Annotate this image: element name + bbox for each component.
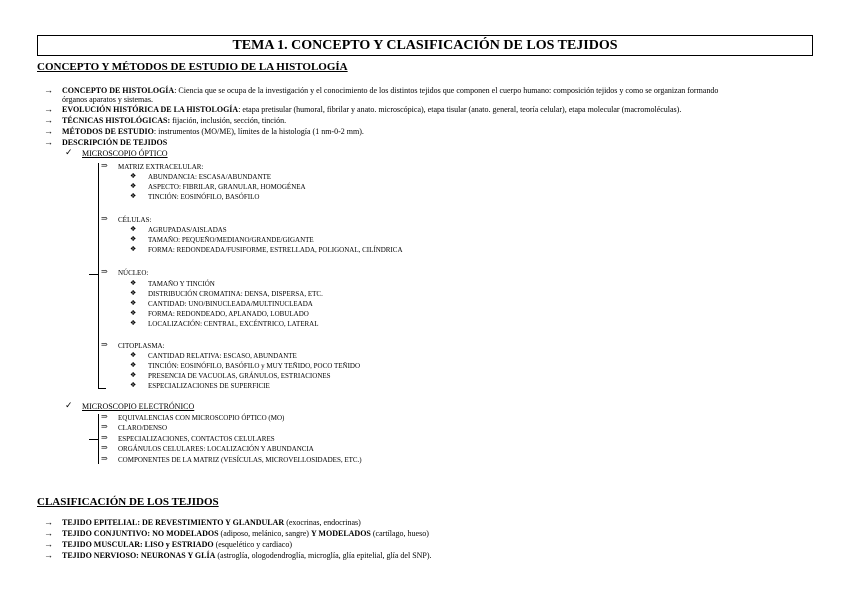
arrow-icon: → <box>44 528 53 538</box>
section-heading-concepto: CONCEPTO Y MÉTODOS DE ESTUDIO DE LA HISTOLOGÍA <box>37 61 348 73</box>
dbl-arrow-icon: ⇒ <box>101 433 108 442</box>
group-item: TAMAÑO: PEQUEÑO/MEDIANO/GRANDE/GIGANTE <box>148 236 314 244</box>
list-item-text <box>62 127 364 136</box>
arrow-icon: → <box>44 517 53 527</box>
section-heading-clasificacion: CLASIFICACIÓN DE LOS TEJIDOS <box>37 496 219 508</box>
dbl-arrow-icon: ⇒ <box>101 422 108 431</box>
list-item-text <box>62 86 718 95</box>
tissue-item <box>62 551 432 560</box>
diamond-icon: ❖ <box>130 172 137 180</box>
me-item: COMPONENTES DE LA MATRIZ (VESÍCULAS, MICROVELLOSIDADES, ETC.) <box>118 456 362 464</box>
dbl-arrow-icon: ⇒ <box>101 412 108 421</box>
group-item: AGRUPADAS/AISLADAS <box>148 226 227 234</box>
tissue-label-2: Y MODELADOS <box>310 529 371 538</box>
group-item: ASPECTO: FIBRILAR, GRANULAR, HOMOGÉNEA <box>148 183 306 191</box>
tissue-text: (esquelético y cardiaco) <box>213 540 292 549</box>
group-item: TINCIÓN: EOSINÓFILO, BASÓFILO y MUY TEÑIDO, POCO TEÑIDO <box>148 362 361 370</box>
diamond-icon: ❖ <box>130 319 137 327</box>
group-item: FORMA: REDONDEADO, APLANADO, LOBULADO <box>148 310 309 318</box>
me-label: MICROSCOPIO ELECTRÓNICO <box>82 402 195 411</box>
item-text: : instrumentos (MO/ME), límites de la histología (1 nm-0-2 mm). <box>153 127 364 136</box>
dbl-arrow-icon: ⇒ <box>101 454 108 463</box>
dbl-arrow-icon: ⇒ <box>101 161 108 170</box>
tissue-item <box>62 529 429 538</box>
check-icon: ✓ <box>65 400 73 410</box>
diamond-icon: ❖ <box>130 235 137 243</box>
tissue-text: (adiposo, melánico, sangre) <box>218 529 311 538</box>
group-title: CITOPLASMA: <box>118 342 165 350</box>
dbl-arrow-icon: ⇒ <box>101 443 108 452</box>
dbl-arrow-icon: ⇒ <box>101 214 108 223</box>
page-title: TEMA 1. CONCEPTO Y CLASIFICACIÓN DE LOS TEJIDOS <box>232 38 618 53</box>
diamond-icon: ❖ <box>130 299 137 307</box>
dbl-arrow-icon: ⇒ <box>101 267 108 276</box>
list-item-text <box>62 138 167 147</box>
diamond-icon: ❖ <box>130 182 137 190</box>
group-item: FORMA: REDONDEADA/FUSIFORME, ESTRELLADA, POLIGONAL, CILÍNDRICA <box>148 246 403 254</box>
item-label: TÉCNICAS HISTOLÓGICAS: <box>62 116 171 125</box>
arrow-icon: → <box>44 126 53 136</box>
item-label: EVOLUCIÓN HISTÓRICA DE LA HISTOLOGÍA <box>62 105 239 114</box>
tissue-label: TEJIDO CONJUNTIVO: NO MODELADOS <box>62 529 219 538</box>
item-label: DESCRIPCIÓN DE TEJIDOS <box>62 138 168 147</box>
group-item: TINCIÓN: EOSINÓFILO, BASÓFILO <box>148 193 260 201</box>
tissue-text: (astroglía, ologodendroglía, microglía, glía epitelial, glía del SNP). <box>215 551 432 560</box>
group-item: TAMAÑO Y TINCIÓN <box>148 280 215 288</box>
diamond-icon: ❖ <box>130 245 137 253</box>
group-item: LOCALIZACIÓN: CENTRAL, EXCÉNTRICO, LATERAL <box>148 320 319 328</box>
group-title: NÚCLEO: <box>118 269 149 277</box>
me-item: ESPECIALIZACIONES, CONTACTOS CELULARES <box>118 435 275 443</box>
mo-label: MICROSCOPIO ÓPTICO <box>82 149 168 158</box>
diamond-icon: ❖ <box>130 309 137 317</box>
group-item: PRESENCIA DE VACUOLAS, GRÁNULOS, ESTRIACIONES <box>148 372 331 380</box>
me-item: ORGÁNULOS CELULARES: LOCALIZACIÓN Y ABUNDANCIA <box>118 445 314 453</box>
arrow-icon: → <box>44 85 53 95</box>
arrow-icon: → <box>44 115 53 125</box>
group-item: ESPECIALIZACIONES DE SUPERFICIE <box>148 382 270 390</box>
diamond-icon: ❖ <box>130 279 137 287</box>
tissue-item <box>62 518 361 527</box>
arrow-icon: → <box>44 550 53 560</box>
me-item: CLARO/DENSO <box>118 424 168 432</box>
item-text: : Ciencia que se ocupa de la investigación y el conocimiento de los distintos tejidos que componen el cuerpo humano: composición tejidos y como se organizan formando <box>174 86 719 95</box>
diamond-icon: ❖ <box>130 381 137 389</box>
tissue-label: TEJIDO EPITELIAL: DE REVESTIMIENTO Y GLANDULAR <box>62 518 285 527</box>
arrow-icon: → <box>44 539 53 549</box>
diamond-icon: ❖ <box>130 289 137 297</box>
group-item: CANTIDAD: UNO/BINUCLEADA/MULTINUCLEADA <box>148 300 313 308</box>
title-box <box>37 35 813 56</box>
diamond-icon: ❖ <box>130 371 137 379</box>
group-item: DISTRIBUCIÓN CROMATINA: DENSA, DISPERSA, ETC. <box>148 290 323 298</box>
group-title: CÉLULAS: <box>118 216 152 224</box>
diamond-icon: ❖ <box>130 192 137 200</box>
me-item: EQUIVALENCIAS CON MICROSCOPIO ÓPTICO (MO) <box>118 414 285 422</box>
group-item: ABUNDANCIA: ESCASA/ABUNDANTE <box>148 173 272 181</box>
mo-bracket <box>98 163 99 388</box>
check-icon: ✓ <box>65 147 73 157</box>
group-title: MATRIZ EXTRACELULAR: <box>118 163 204 171</box>
tissue-text: (exocrinas, endocrinas) <box>284 518 361 527</box>
list-item-text <box>62 105 681 114</box>
tissue-item <box>62 540 292 549</box>
item-continuation: órganos aparatos y sistemas. <box>62 95 153 104</box>
tissue-text-2: (cartílago, hueso) <box>370 529 429 538</box>
mo-bracket-end <box>98 388 106 389</box>
diamond-icon: ❖ <box>130 225 137 233</box>
item-label: CONCEPTO DE HISTOLOGÍA <box>62 86 175 95</box>
mo-bracket-tick <box>89 274 99 275</box>
item-text: fijación, inclusión, sección, tinción. <box>170 116 287 125</box>
dbl-arrow-icon: ⇒ <box>101 340 108 349</box>
me-bracket-tick <box>89 439 99 440</box>
list-item <box>44 86 53 95</box>
tissue-label: TEJIDO MUSCULAR: LISO y ESTRIADO <box>62 540 214 549</box>
arrow-icon: → <box>44 137 53 147</box>
tissue-label: TEJIDO NERVIOSO: NEURONAS Y GLÍA <box>62 551 216 560</box>
item-label: MÉTODOS DE ESTUDIO <box>62 127 154 136</box>
item-text: : etapa pretisular (humoral, fibrilar y anato. microscópica), etapa tisular (anato. general, teoría celular), etapa molecular (macromoléculas). <box>238 105 682 114</box>
arrow-icon: → <box>44 104 53 114</box>
group-item: CANTIDAD RELATIVA: ESCASO, ABUNDANTE <box>148 352 297 360</box>
diamond-icon: ❖ <box>130 361 137 369</box>
diamond-icon: ❖ <box>130 351 137 359</box>
list-item-text <box>62 116 286 125</box>
